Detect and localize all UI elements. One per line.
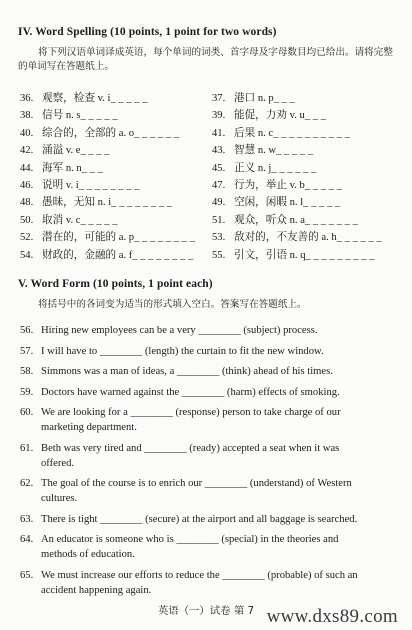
- vocab-item: [212, 107, 326, 123]
- question-number: 62.: [20, 478, 34, 489]
- item-number: 43.: [212, 145, 226, 157]
- vocab-item: [20, 247, 193, 263]
- question-text: Doctors have warned against the ________ (harm) effects of smoking.: [41, 386, 340, 398]
- vocab-clue: 空闲，闲暇 n. l_ _ _ _ _: [234, 197, 341, 209]
- item-number: 36.: [20, 93, 34, 104]
- vocab-item: [20, 212, 118, 228]
- question-text: The goal of the course is to enrich our ________ (understand) of Western: [41, 478, 352, 489]
- item-number: 46.: [20, 180, 34, 191]
- item-number: 52.: [20, 232, 34, 244]
- question-text: Beth was very tired and ________ (ready) accepted a seat when it was: [41, 442, 340, 454]
- vocab-item: [212, 247, 374, 263]
- vocab-item: [212, 142, 313, 158]
- vocab-clue: 潜在的，可能的 a. p_ _ _ _ _ _ _ _: [42, 232, 196, 244]
- item-number: 39.: [212, 110, 226, 122]
- item-number: 42.: [20, 145, 34, 157]
- vocab-clue: 财政的，金融的 a. f_ _ _ _ _ _ _ _: [42, 249, 194, 261]
- vocab-clue: 能促，力劝 v. u_ _ _: [234, 110, 327, 122]
- section-4-heading: IV. Word Spelling (10 points, 1 point for two words): [18, 26, 277, 38]
- vocab-clue: 海军 n. n_ _ _: [42, 162, 103, 174]
- question-text: An educator is someone who is ________ (special) in the theories and: [41, 534, 339, 545]
- question-text: Simmons was a man of ideas, a ________ (think) ahead of his times.: [41, 366, 333, 377]
- vocab-item: [212, 177, 342, 193]
- item-number: 44.: [20, 162, 34, 174]
- vocab-clue: 港口 n. p_ _ _: [234, 93, 295, 104]
- vocab-item: [212, 194, 340, 210]
- question-text: We must increase our efforts to reduce the ________ (probable) of such an: [41, 569, 358, 581]
- page-footer: 英语（一）试卷 第 7: [157, 605, 255, 617]
- item-number: 49.: [212, 197, 226, 209]
- question-text: Hiring new employees can be a very ________ (subject) process.: [41, 325, 318, 336]
- vocab-clue: 综合的，全部的 a. o_ _ _ _ _ _: [42, 127, 180, 139]
- vocab-item: [212, 160, 316, 176]
- vocab-item: [20, 160, 103, 176]
- vocab-clue: 后果 n. c_ _ _ _ _ _ _ _ _ _: [234, 127, 350, 139]
- vocab-item: [20, 90, 148, 106]
- question-text: cultures.: [41, 493, 78, 504]
- question-number: 56.: [20, 325, 34, 336]
- vocab-item: [212, 229, 382, 245]
- question-number: 63.: [20, 513, 34, 525]
- question-text: marketing department.: [41, 422, 137, 433]
- vocab-clue: 观众，听众 n. a_ _ _ _ _ _ _: [234, 214, 358, 226]
- question-number: 60.: [20, 407, 34, 418]
- item-number: 45.: [212, 162, 226, 174]
- vocab-item: [20, 125, 179, 141]
- question-number: 61.: [20, 442, 34, 454]
- item-number: 54.: [20, 249, 34, 261]
- section-5-instruction: 将括号中的各词变为适当的形式填入空白。答案写在答题纸上。: [38, 299, 307, 310]
- vocab-clue: 智慧 n. w_ _ _ _ _: [234, 145, 314, 157]
- item-number: 53.: [212, 232, 226, 244]
- question-number: 57.: [20, 345, 34, 357]
- question-text: We are looking for a ________ (response) person to take charge of our: [41, 407, 341, 418]
- item-number: 55.: [212, 249, 226, 261]
- vocab-item: [20, 177, 140, 193]
- vocab-clue: 涌溢 v. e_ _ _ _: [42, 145, 110, 157]
- item-number: 50.: [20, 214, 34, 226]
- item-number: 51.: [212, 214, 226, 226]
- question-text: I will have to ________ (length) the curtain to fit the new window.: [41, 345, 324, 357]
- section-5-heading: V. Word Form (10 points, 1 point each): [18, 278, 213, 290]
- vocab-clue: 信号 n. s_ _ _ _ _: [42, 110, 118, 122]
- section-4-instruction-cont: 的单词写在答题纸上。: [18, 61, 114, 72]
- vocab-item: [20, 194, 172, 210]
- item-number: 47.: [212, 180, 226, 191]
- vocab-item: [20, 142, 110, 158]
- vocab-clue: 引文，引语 n. q_ _ _ _ _ _ _ _ _: [234, 249, 375, 261]
- item-number: 48.: [20, 197, 34, 209]
- vocab-item: [212, 125, 350, 141]
- vocab-item: [20, 229, 195, 245]
- question-number: 64.: [20, 534, 34, 545]
- section-4-instruction: 将下列汉语单词译成英语，每个单词的词类、首字母及字母数目均已给出。请将完整: [38, 47, 393, 58]
- item-number: 38.: [20, 110, 34, 122]
- vocab-item: [20, 107, 118, 123]
- question-number: 65.: [20, 569, 34, 581]
- item-number: 41.: [212, 127, 226, 139]
- vocab-clue: 观察，检查 v. i_ _ _ _ _: [42, 93, 148, 104]
- question-text: There is tight ________ (secure) at the airport and all baggage is searched.: [41, 513, 358, 525]
- question-number: 59.: [20, 386, 34, 398]
- item-number: 37.: [212, 93, 226, 104]
- question-text: accident happening again.: [41, 584, 152, 596]
- vocab-clue: 正义 n. j_ _ _ _ _ _: [234, 162, 317, 174]
- watermark: www.dxs89.com: [266, 606, 398, 627]
- item-number: 40.: [20, 127, 34, 139]
- question-text: offered.: [41, 457, 75, 469]
- vocab-clue: 取消 v. c_ _ _ _ _: [42, 214, 118, 226]
- question-number: 58.: [20, 366, 34, 377]
- vocab-clue: 愚昧，无知 n. i_ _ _ _ _ _ _ _: [42, 197, 173, 209]
- question-text: methods of education.: [41, 549, 135, 560]
- vocab-clue: 行为，举止 v. b_ _ _ _ _: [234, 180, 342, 191]
- vocab-clue: 敌对的，不友善的 a. h_ _ _ _ _ _: [234, 232, 382, 244]
- vocab-clue: 说明 v. i_ _ _ _ _ _ _ _: [42, 180, 140, 191]
- vocab-item: [212, 90, 295, 106]
- vocab-item: [212, 212, 358, 228]
